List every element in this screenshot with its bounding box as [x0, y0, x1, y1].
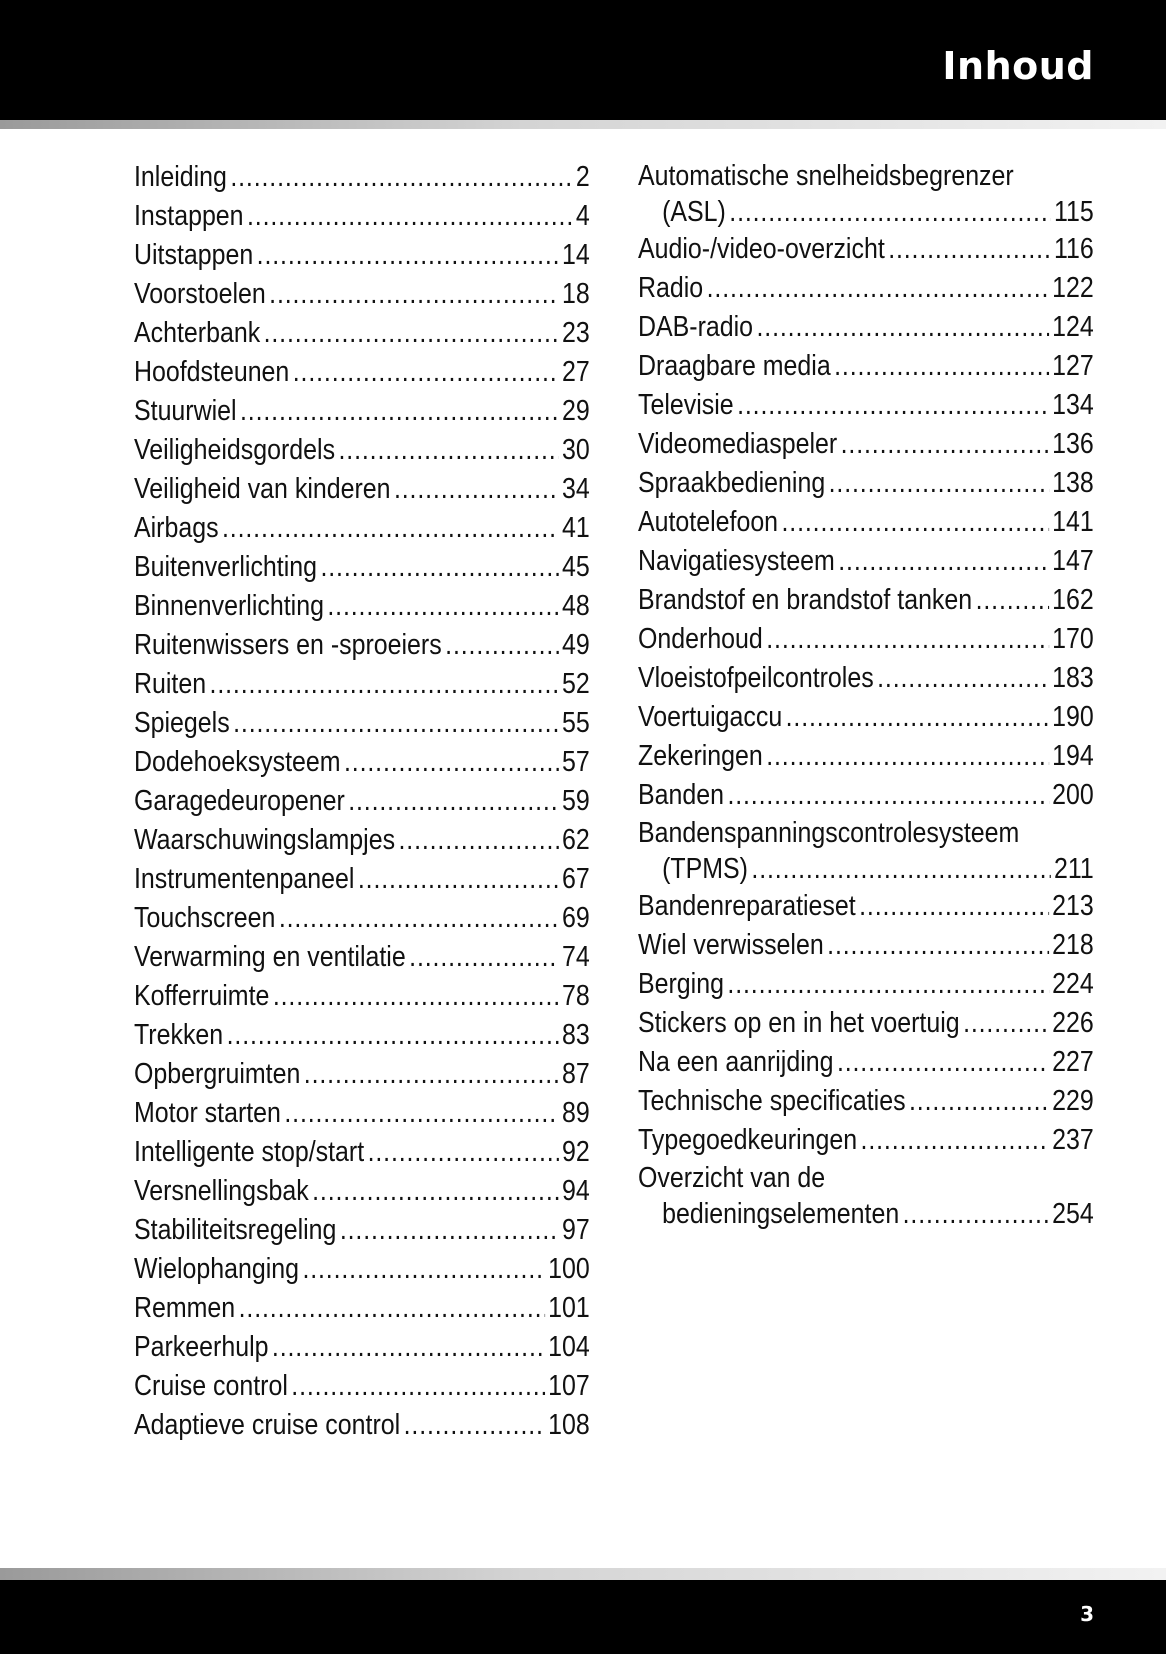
toc-entry[interactable]: [134, 509, 590, 548]
toc-entry-label: Berging: [638, 968, 724, 1000]
toc-leader-dots: [729, 194, 1050, 230]
toc-leader-dots: [291, 1367, 544, 1406]
toc-entry-label: Parkeerhulp: [134, 1331, 269, 1363]
toc-leader-dots: [284, 1094, 558, 1133]
toc-entry-page: 74: [562, 941, 590, 973]
toc-leader-dots: [239, 1289, 545, 1328]
toc-column-right: [638, 158, 1094, 1232]
toc-leader-dots: [240, 392, 559, 431]
toc-entry-label: Intelligente stop/start: [134, 1136, 365, 1168]
toc-leader-dots: [257, 236, 559, 275]
toc-entry-page: 141: [1052, 506, 1094, 538]
toc-entry-label: Vloeistofpeilcontroles: [638, 662, 874, 694]
toc-leader-dots: [210, 665, 559, 704]
toc-entry[interactable]: [134, 860, 590, 899]
toc-entry-page: 162: [1052, 584, 1094, 616]
toc-entry-page: 48: [562, 590, 590, 622]
toc-entry-label: Waarschuwingslampjes: [134, 824, 396, 856]
toc-leader-dots: [838, 542, 1048, 581]
toc-entry[interactable]: [134, 548, 590, 587]
toc-entry[interactable]: [638, 1082, 1094, 1121]
toc-entry-page: 55: [562, 707, 590, 739]
toc-entry-page: 29: [562, 395, 590, 427]
toc-entry[interactable]: [638, 620, 1094, 659]
toc-entry[interactable]: [134, 1406, 590, 1445]
toc-entry[interactable]: [134, 1211, 590, 1250]
toc-entry[interactable]: [134, 1055, 590, 1094]
toc-leader-dots: [302, 1250, 544, 1289]
toc-entry[interactable]: [134, 275, 590, 314]
toc-entry[interactable]: [638, 194, 1094, 230]
toc-entry[interactable]: [134, 587, 590, 626]
toc-entry[interactable]: [638, 425, 1094, 464]
toc-leader-dots: [398, 821, 558, 860]
page-number: 3: [1080, 1602, 1094, 1626]
toc-entry-page: 27: [562, 356, 590, 388]
toc-leader-dots: [230, 158, 572, 197]
toc-entry-page: 69: [562, 902, 590, 934]
toc-leader-dots: [404, 1406, 545, 1445]
toc-leader-dots: [859, 887, 1049, 926]
toc-entry[interactable]: [134, 314, 590, 353]
toc-entry[interactable]: [134, 236, 590, 275]
toc-entry-label: Buitenverlichting: [134, 551, 318, 583]
toc-entry-label: Dodehoeksysteem: [134, 746, 341, 778]
toc-entry-label: Motor starten: [134, 1097, 281, 1129]
toc-entry-page: 224: [1052, 968, 1094, 1000]
toc-entry-page: 211: [1054, 853, 1094, 885]
toc-entry-label: Adaptieve cruise control: [134, 1409, 401, 1441]
toc-entry-page: 41: [562, 512, 590, 544]
toc-leader-dots: [409, 938, 558, 977]
toc-leader-dots: [312, 1172, 558, 1211]
toc-entry[interactable]: [134, 197, 590, 236]
toc-entry-label: Veiligheidsgordels: [134, 434, 336, 466]
toc-entry-page: 107: [548, 1370, 590, 1402]
toc-entry-page: 78: [562, 980, 590, 1012]
toc-leader-dots: [751, 851, 1050, 887]
toc-entry[interactable]: [638, 1196, 1094, 1232]
toc-entry-page: 229: [1052, 1085, 1094, 1117]
toc-leader-dots: [340, 1211, 559, 1250]
toc-entry-page: 194: [1052, 740, 1094, 772]
toc-entry-multiline[interactable]: [638, 1160, 1094, 1232]
toc-entry-page: 67: [562, 863, 590, 895]
toc-entry-label: Audio-/video-overzicht: [638, 233, 885, 265]
toc-entry[interactable]: [134, 977, 590, 1016]
toc-entry-page: 138: [1052, 467, 1094, 499]
toc-entry-label: Draagbare media: [638, 350, 831, 382]
toc-entry-label: Stuurwiel: [134, 395, 237, 427]
toc-leader-dots: [837, 1043, 1049, 1082]
toc-entry-label: Wiel verwisselen: [638, 929, 824, 961]
toc-entry-page: 170: [1052, 623, 1094, 655]
toc-entry[interactable]: [134, 938, 590, 977]
toc-entry[interactable]: [134, 1250, 590, 1289]
toc-entry[interactable]: [638, 776, 1094, 815]
toc-leader-dots: [756, 308, 1048, 347]
toc-entry-label: Opbergruimten: [134, 1058, 301, 1090]
toc-entry-label: Verwarming en ventilatie: [134, 941, 406, 973]
toc-entry[interactable]: [134, 1016, 590, 1055]
toc-entry-page: 200: [1052, 779, 1094, 811]
toc-entry-label: Instappen: [134, 200, 244, 232]
toc-entry[interactable]: [638, 1043, 1094, 1082]
toc-leader-dots: [737, 386, 1049, 425]
toc-entry[interactable]: [134, 899, 590, 938]
toc-entry-page: 100: [548, 1253, 590, 1285]
toc-entry-page: 94: [562, 1175, 590, 1207]
toc-entry[interactable]: [638, 347, 1094, 386]
toc-entry-page: 134: [1052, 389, 1094, 421]
toc-entry-page: 97: [562, 1214, 590, 1246]
toc-entry-label: Spraakbediening: [638, 467, 826, 499]
toc-entry[interactable]: [638, 269, 1094, 308]
toc-entry[interactable]: [638, 1004, 1094, 1043]
toc-column-left: [134, 158, 590, 1445]
toc-leader-dots: [394, 470, 559, 509]
toc-entry-page: 124: [1052, 311, 1094, 343]
toc-entry[interactable]: [134, 1367, 590, 1406]
toc-entry-page: 45: [562, 551, 590, 583]
toc-entry-page: 218: [1052, 929, 1094, 961]
toc-entry[interactable]: [638, 503, 1094, 542]
toc-entry[interactable]: [638, 737, 1094, 776]
toc-entry-label: Touchscreen: [134, 902, 276, 934]
toc-entry-label: Airbags: [134, 512, 219, 544]
toc-entry[interactable]: [638, 542, 1094, 581]
toc-entry[interactable]: [134, 1328, 590, 1367]
toc-entry-label: Spiegels: [134, 707, 230, 739]
toc-entry[interactable]: [638, 887, 1094, 926]
toc-entry-label: Instrumentenpaneel: [134, 863, 355, 895]
toc-entry-label: (ASL): [662, 196, 726, 228]
toc-leader-dots: [358, 860, 559, 899]
toc-leader-dots: [233, 704, 558, 743]
toc-entry-page: 101: [548, 1292, 590, 1324]
toc-entry-label: Navigatiesysteem: [638, 545, 835, 577]
toc-entry-page: 23: [562, 317, 590, 349]
toc-entry[interactable]: [134, 431, 590, 470]
toc-entry[interactable]: [638, 1121, 1094, 1160]
toc-leader-dots: [827, 926, 1049, 965]
toc-entry-page: 4: [575, 200, 590, 232]
footer-bar: [0, 1580, 1166, 1654]
toc-entry-label: Na een aanrijding: [638, 1046, 834, 1078]
toc-leader-dots: [834, 347, 1049, 386]
toc-entry-label: Kofferruimte: [134, 980, 270, 1012]
toc-leader-dots: [877, 659, 1049, 698]
toc-entry-label: Cruise control: [134, 1370, 288, 1402]
toc-leader-dots: [445, 626, 558, 665]
toc-entry-page: 87: [562, 1058, 590, 1090]
toc-leader-dots: [273, 977, 559, 1016]
toc-entry-label-line1: Bandenspanningscontrolesysteem: [638, 817, 1020, 849]
toc-leader-dots: [841, 425, 1049, 464]
toc-entry-label: Voertuigaccu: [638, 701, 783, 733]
toc-entry-page: 254: [1052, 1198, 1094, 1230]
toc-entry-page: 183: [1052, 662, 1094, 694]
toc-entry[interactable]: [638, 230, 1094, 269]
toc-entry-label: Ruiten: [134, 668, 207, 700]
toc-leader-dots: [829, 464, 1049, 503]
toc-leader-dots: [227, 1016, 559, 1055]
toc-leader-dots: [269, 275, 558, 314]
toc-leader-dots: [338, 431, 558, 470]
toc-entry-page: 89: [562, 1097, 590, 1129]
toc-leader-dots: [766, 620, 1048, 659]
toc-entry-label: Zekeringen: [638, 740, 763, 772]
toc-entry-label: Trekken: [134, 1019, 224, 1051]
toc-entry-label: Hoofdsteunen: [134, 356, 290, 388]
toc-leader-dots: [327, 587, 558, 626]
toc-entry-label-line1: Automatische snelheidsbegrenzer: [638, 160, 1014, 192]
toc-entry[interactable]: [134, 743, 590, 782]
toc-entry-label: Videomediaspeler: [638, 428, 838, 460]
toc-entry-label: Autotelefoon: [638, 506, 779, 538]
toc-entry-label: bedieningselementen: [662, 1198, 900, 1230]
toc-entry-label: (TPMS): [662, 853, 748, 885]
toc-entry-label: Voorstoelen: [134, 278, 266, 310]
toc-entry-multiline[interactable]: [638, 158, 1094, 230]
toc-leader-dots: [861, 1121, 1049, 1160]
footer-divider: [0, 1568, 1166, 1580]
toc-entry-label: Bandenreparatieset: [638, 890, 856, 922]
toc-entry-page: 2: [575, 161, 590, 193]
toc-entry[interactable]: [134, 704, 590, 743]
toc-leader-dots: [293, 353, 559, 392]
toc-entry[interactable]: [638, 386, 1094, 425]
toc-entry-label: Radio: [638, 272, 704, 304]
toc-entry-label: Stabiliteitsregeling: [134, 1214, 337, 1246]
page-title: Inhoud: [942, 44, 1094, 88]
toc-entry-page: 237: [1052, 1124, 1094, 1156]
toc-entry-label: Brandstof en brandstof tanken: [638, 584, 973, 616]
toc-leader-dots: [786, 698, 1049, 737]
toc-leader-dots: [976, 581, 1049, 620]
toc-entry-page: 34: [562, 473, 590, 505]
toc-entry-label: Remmen: [134, 1292, 236, 1324]
toc-entry-label: Uitstappen: [134, 239, 254, 271]
toc-entry[interactable]: [134, 1133, 590, 1172]
toc-leader-dots: [247, 197, 572, 236]
toc-entry-multiline[interactable]: [638, 815, 1094, 887]
toc-leader-dots: [222, 509, 559, 548]
toc-leader-dots: [279, 899, 559, 938]
toc-entry-label: Onderhoud: [638, 623, 763, 655]
toc-entry-label: Ruitenwissers en -sproeiers: [134, 629, 442, 661]
toc-entry[interactable]: [638, 308, 1094, 347]
toc-entry[interactable]: [134, 1094, 590, 1133]
toc-entry-label: Binnenverlichting: [134, 590, 324, 622]
toc-entry-page: 30: [562, 434, 590, 466]
toc-entry[interactable]: [134, 665, 590, 704]
toc-entry[interactable]: [638, 698, 1094, 737]
toc-entry-page: 108: [548, 1409, 590, 1441]
toc-entry[interactable]: [638, 581, 1094, 620]
toc-entry-page: 122: [1052, 272, 1094, 304]
toc-entry-label: Stickers op en in het voertuig: [638, 1007, 960, 1039]
toc-leader-dots: [909, 1082, 1049, 1121]
toc-leader-dots: [264, 314, 559, 353]
toc-entry-label: Veiligheid van kinderen: [134, 473, 391, 505]
toc-leader-dots: [781, 503, 1048, 542]
toc-entry-label: DAB-radio: [638, 311, 754, 343]
toc-entry[interactable]: [134, 1289, 590, 1328]
toc-entry-page: 226: [1052, 1007, 1094, 1039]
toc-leader-dots: [320, 548, 558, 587]
toc-entry-label: Garagedeuropener: [134, 785, 345, 817]
header-divider: [0, 120, 1166, 129]
toc-leader-dots: [727, 965, 1048, 1004]
toc-entry-page: 62: [562, 824, 590, 856]
toc-entry-page: 147: [1052, 545, 1094, 577]
toc-entry-page: 213: [1052, 890, 1094, 922]
toc-leader-dots: [368, 1133, 559, 1172]
toc-leader-dots: [707, 269, 1049, 308]
toc-leader-dots: [727, 776, 1048, 815]
toc-entry-page: 190: [1052, 701, 1094, 733]
toc-entry-label: Wielophanging: [134, 1253, 299, 1285]
toc-entry-label: Banden: [638, 779, 724, 811]
toc-entry-label: Inleiding: [134, 161, 227, 193]
toc-entry-page: 59: [562, 785, 590, 817]
toc-leader-dots: [272, 1328, 545, 1367]
toc-entry[interactable]: [134, 626, 590, 665]
toc-entry-label: Technische specificaties: [638, 1085, 906, 1117]
toc-entry-label: Televisie: [638, 389, 734, 421]
toc-leader-dots: [903, 1196, 1049, 1232]
toc-entry-page: 104: [548, 1331, 590, 1363]
toc-entry-label: Achterbank: [134, 317, 261, 349]
toc-entry-page: 115: [1054, 196, 1094, 228]
toc-entry-page: 136: [1052, 428, 1094, 460]
toc-entry[interactable]: [638, 851, 1094, 887]
toc-entry[interactable]: [134, 158, 590, 197]
toc-entry[interactable]: [638, 926, 1094, 965]
toc-entry[interactable]: [134, 470, 590, 509]
toc-entry-page: 83: [562, 1019, 590, 1051]
toc-entry[interactable]: [134, 353, 590, 392]
toc-leader-dots: [344, 743, 559, 782]
toc-entry-page: 127: [1052, 350, 1094, 382]
toc-entry[interactable]: [638, 965, 1094, 1004]
toc-entry[interactable]: [134, 821, 590, 860]
toc-entry-page: 18: [562, 278, 590, 310]
toc-leader-dots: [888, 230, 1050, 269]
toc-entry-label: Versnellingsbak: [134, 1175, 309, 1207]
toc-leader-dots: [304, 1055, 559, 1094]
toc-entry-page: 92: [562, 1136, 590, 1168]
toc-entry[interactable]: [638, 659, 1094, 698]
toc-entry[interactable]: [134, 782, 590, 821]
toc-entry-page: 227: [1052, 1046, 1094, 1078]
toc-entry-page: 116: [1054, 233, 1094, 265]
toc-entry[interactable]: [134, 392, 590, 431]
toc-entry-label-line1: Overzicht van de: [638, 1162, 826, 1194]
toc-entry[interactable]: [638, 464, 1094, 503]
toc-leader-dots: [348, 782, 558, 821]
toc-entry[interactable]: [134, 1172, 590, 1211]
toc-entry-page: 49: [562, 629, 590, 661]
toc-leader-dots: [766, 737, 1049, 776]
toc-entry-page: 57: [562, 746, 590, 778]
toc-leader-dots: [963, 1004, 1049, 1043]
toc-entry-page: 14: [562, 239, 590, 271]
toc-entry-label: Typegoedkeuringen: [638, 1124, 858, 1156]
toc-entry-page: 52: [562, 668, 590, 700]
